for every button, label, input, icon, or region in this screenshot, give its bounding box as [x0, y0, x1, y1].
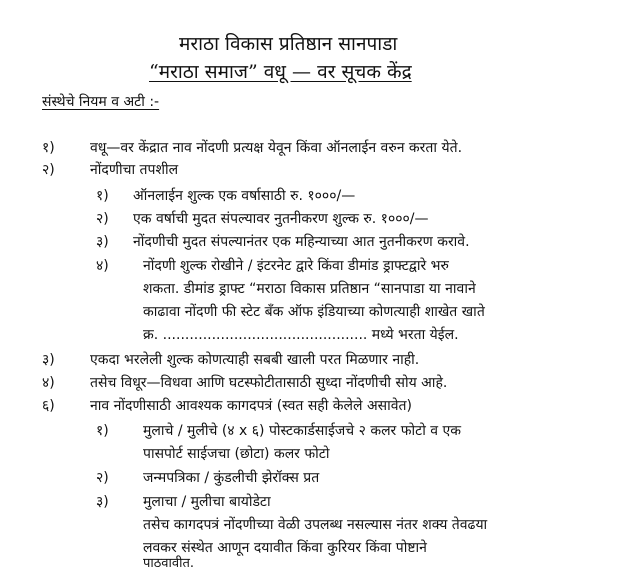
subrule-number: ४) — [96, 258, 109, 274]
page-subtitle: “मराठा समाज” वधू — वर सूचक केंद्र — [149, 61, 412, 83]
rule-text: एकदा भरलेली शुल्क कोणत्याही सबबी खाली परत मिळणार नाही. — [90, 352, 420, 368]
subrule-text-line: तसेच कागदपत्रं नोंदणीच्या वेळी उपलब्ध नसल्यास नंतर शक्य तेवढया — [143, 517, 488, 533]
subrule-text-line: मुलाचे / मुलीचे (४ x ६) पोस्टकार्डसाईजचे २ कलर फोटो व एक — [143, 423, 462, 439]
rule-number: ६) — [42, 398, 55, 414]
subrule-number: ३) — [96, 234, 109, 250]
rule-text: नोंदणीचा तपशील — [90, 162, 179, 178]
subrule-text: नोंदणीची मुदत संपल्यानंतर एक महिन्याच्या आत नुतनीकरण करावे. — [133, 234, 470, 250]
subrule-text-line: पाठवावीत. — [143, 556, 195, 571]
subrule-text-line: काढावा नोंदणी फी स्टेट बँक ऑफ इंडियाच्या कोणत्याही शाखेत खाते — [143, 304, 485, 320]
subrule-text-line: पासपोर्ट साईजचा (छोटा) कलर फोटो — [143, 446, 330, 462]
subrule-text: ऑनलाईन शुल्क एक वर्षासाठी रु. १०००/— — [133, 188, 356, 204]
subrule-text-line: शकता. डीमांड ड्राफ्ट “मराठा विकास प्रतिष्ठान “सानपाडा या नावाने — [143, 281, 476, 297]
subrule-text: एक वर्षाची मुदत संपल्यावर नुतनीकरण शुल्क रु. १०००/— — [133, 211, 429, 227]
page-title: मराठा विकास प्रतिष्ठान सानपाडा — [179, 33, 398, 55]
rule-text: नाव नोंदणीसाठी आवश्यक कागदपत्रं (स्वत सही केलेले असावेत) — [90, 398, 412, 414]
rule-number: ४) — [42, 375, 55, 391]
subrule-text-line: मुलाचा / मुलीचा बायोडेटा — [143, 494, 271, 510]
subrule-number: १) — [96, 423, 109, 439]
rules-heading: संस्थेचे नियम व अटी :- — [42, 94, 160, 110]
rule-text: तसेच विधूर—विधवा आणि घटस्फोटीतासाठी सुध्दा नोंदणीची सोय आहे. — [90, 375, 448, 391]
subrule-number: २) — [96, 470, 109, 486]
subrule-number: १) — [96, 188, 109, 204]
subrule-text: जन्मपत्रिका / कुंडलीची झेरॉक्स प्रत — [143, 470, 320, 486]
rule-text: वधू—वर केंद्रात नाव नोंदणी प्रत्यक्ष येवून किंवा ऑनलाईन वरुन करता येते. — [90, 140, 463, 156]
rule-number: ३) — [42, 352, 55, 368]
subrule-text-line: नोंदणी शुल्क रोखीने / इंटरनेट द्वारे किंवा डीमांड ड्राफ्टद्वारे भरु — [143, 258, 449, 274]
rule-number: २) — [42, 162, 55, 178]
subrule-text-line: क्र. .............................................. मध्ये भरता येईल. — [143, 327, 459, 343]
rule-number: १) — [42, 140, 55, 156]
subrule-text-line: लवकर संस्थेत आणून दयावीत किंवा कुरियर किंवा पोष्टाने — [143, 540, 427, 556]
subrule-number: ३) — [96, 494, 109, 510]
subrule-number: २) — [96, 211, 109, 227]
